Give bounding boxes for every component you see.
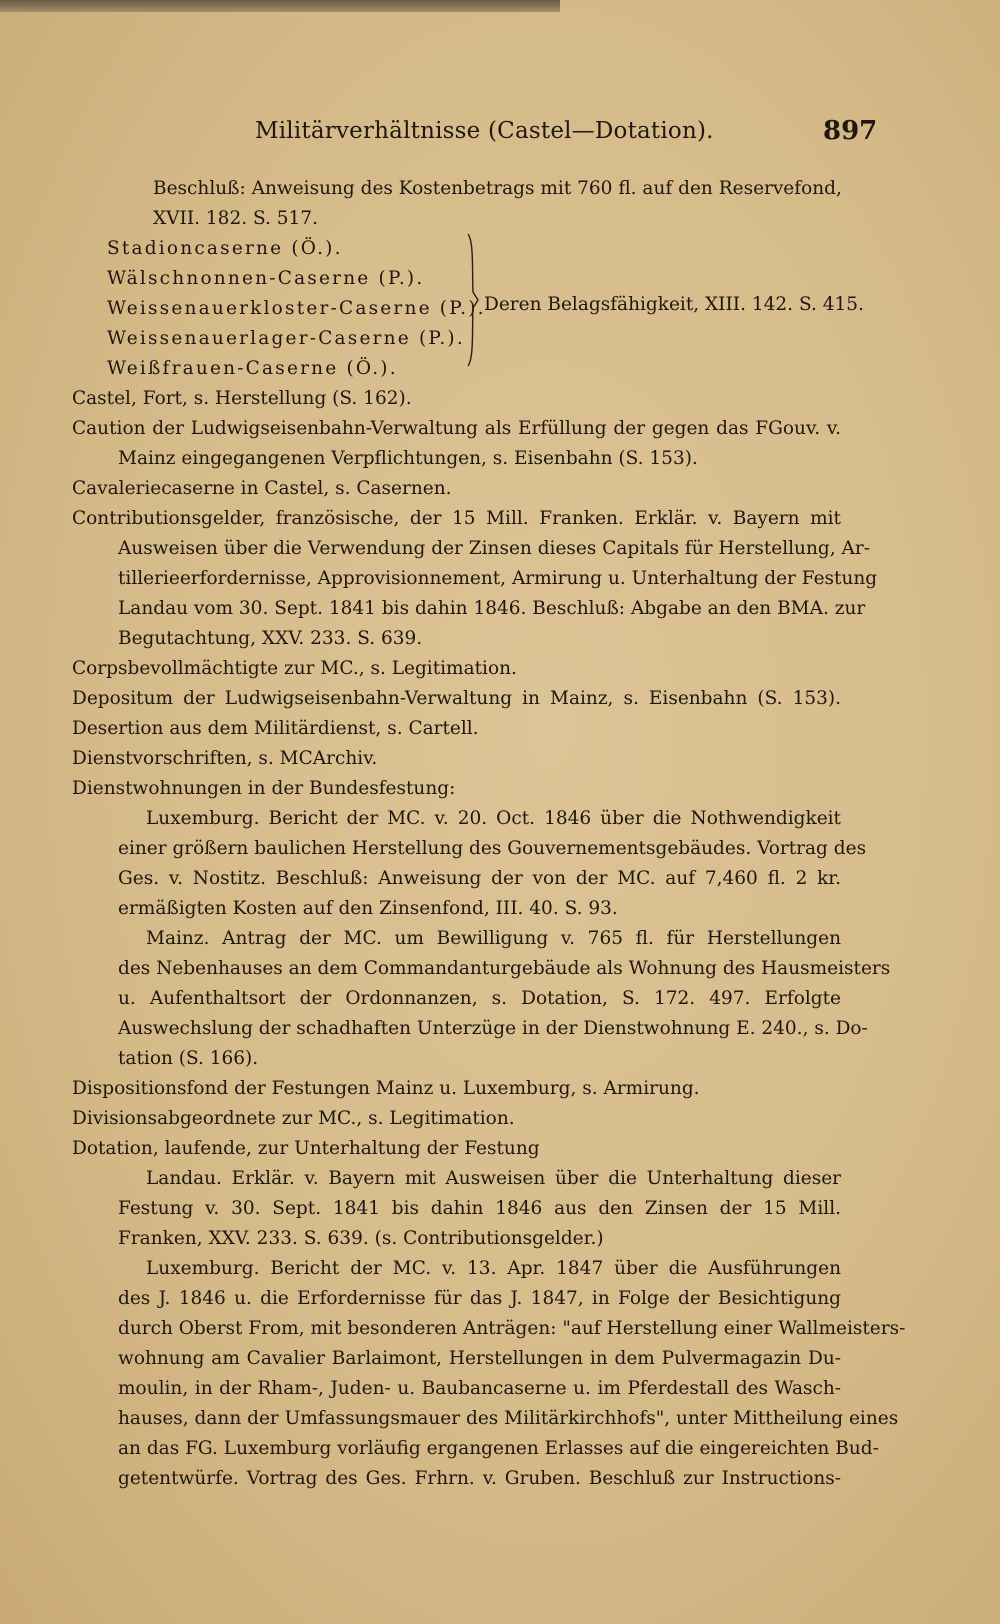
page-top-edge <box>0 0 560 12</box>
text-line: Ausweisen über die Verwendung der Zinsen dieses Capitals für Herstellung, Ar- <box>118 538 870 559</box>
sub-entry: Luxemburg. Bericht der MC. v. 13. Apr. 1847 über die Ausführungen <box>146 1258 841 1279</box>
text-line: des J. 1846 u. die Erfordernisse für das J. 1847, in Folge der Besichtigung <box>118 1288 841 1309</box>
entry-heading: Weißfrauen-Caserne (Ö.). <box>107 358 398 379</box>
page-header <box>0 112 1000 152</box>
index-entry: Caution der Ludwigseisenbahn-Verwaltung als Erfüllung der gegen das FGouv. v. <box>72 418 841 439</box>
text-line: einer größern baulichen Herstellung des Gouvernementsgebäudes. Vortrag des <box>118 838 867 859</box>
index-entry: Cavaleriecaserne in Castel, s. Casernen. <box>72 478 452 499</box>
text-line: durch Oberst From, mit besonderen Anträgen: "auf Herstellung einer Wallmeisters- <box>118 1318 906 1339</box>
index-entry: Dispositionsfond der Festungen Mainz u. Luxemburg, s. Armirung. <box>72 1078 700 1099</box>
text-line: an das FG. Luxemburg vorläufig ergangenen Erlasses auf die eingereichten Bud- <box>118 1438 879 1459</box>
text-line: Landau vom 30. Sept. 1841 bis dahin 1846. Beschluß: Abgabe an den BMA. zur <box>118 598 866 619</box>
text-line: Auswechslung der schadhaften Unterzüge in der Dienstwohnung E. 240., s. Do- <box>118 1018 868 1039</box>
text-line: des Nebenhauses an dem Commandanturgebäude als Wohnung des Hausmeisters <box>118 958 891 979</box>
text-line: ermäßigten Kosten auf den Zinsenfond, III. 40. S. 93. <box>118 898 618 919</box>
index-entry: Divisionsabgeordnete zur MC., s. Legitimation. <box>72 1108 515 1129</box>
text-line: tation (S. 166). <box>118 1048 259 1069</box>
brace-text: Deren Belagsfähigkeit, XIII. 142. S. 415. <box>484 294 864 315</box>
index-entry: Desertion aus dem Militärdienst, s. Cartell. <box>72 718 479 739</box>
index-entry: Corpsbevollmächtigte zur MC., s. Legitimation. <box>72 658 517 679</box>
running-title: Militärverhältnisse (Castel—Dotation). <box>255 118 714 144</box>
entry-heading: Weissenauerlager-Caserne (P.). <box>107 328 465 349</box>
page-number: 897 <box>823 116 878 146</box>
entry-heading: Wälschnonnen-Caserne (P.). <box>107 268 425 289</box>
entry-heading: Stadioncaserne (Ö.). <box>107 238 343 259</box>
text-line: tillerieerfordernisse, Approvisionnement, Armirung u. Unterhaltung der Festung <box>118 568 878 589</box>
sub-entry: Luxemburg. Bericht der MC. v. 20. Oct. 1846 über die Nothwendigkeit <box>146 808 841 829</box>
entry-heading: Weissenauerkloster-Caserne (P.). <box>107 298 486 319</box>
text-line: hauses, dann der Umfassungsmauer des Militärkirchhofs", unter Mittheilung eines <box>118 1408 899 1429</box>
text-line: moulin, in der Rham-, Juden- u. Baubancaserne u. im Pferdestall des Wasch- <box>118 1378 841 1399</box>
index-entry: Depositum der Ludwigseisenbahn-Verwaltung in Mainz, s. Eisenbahn (S. 153). <box>72 688 841 709</box>
text-line: getentwürfe. Vortrag des Ges. Frhrn. v. Gruben. Beschluß zur Instructions- <box>118 1468 841 1489</box>
text-line: u. Aufenthaltsort der Ordonnanzen, s. Dotation, S. 172. 497. Erfolgte <box>118 988 841 1009</box>
text-line: Beschluß: Anweisung des Kostenbetrags mit 760 fl. auf den Reservefond, <box>153 178 842 199</box>
brace-mark <box>466 232 480 368</box>
sub-entry: Landau. Erklär. v. Bayern mit Ausweisen über die Unterhaltung dieser <box>146 1168 841 1189</box>
index-entry: Contributionsgelder, französische, der 15 Mill. Franken. Erklär. v. Bayern mit <box>72 508 841 529</box>
text-line: XVII. 182. S. 517. <box>153 208 318 229</box>
index-entry: Dienstwohnungen in der Bundesfestung: <box>72 778 456 799</box>
index-entry: Castel, Fort, s. Herstellung (S. 162). <box>72 388 412 409</box>
text-line: wohnung am Cavalier Barlaimont, Herstellungen in dem Pulvermagazin Du- <box>118 1348 841 1369</box>
text-line: Ges. v. Nostitz. Beschluß: Anweisung der von der MC. auf 7,460 fl. 2 kr. <box>118 868 841 889</box>
text-line: Mainz eingegangenen Verpflichtungen, s. Eisenbahn (S. 153). <box>118 448 698 469</box>
sub-entry: Mainz. Antrag der MC. um Bewilligung v. 765 fl. für Herstellungen <box>146 928 841 949</box>
index-entry: Dotation, laufende, zur Unterhaltung der Festung <box>72 1138 540 1159</box>
index-entry: Dienstvorschriften, s. MCArchiv. <box>72 748 378 769</box>
text-line: Begutachtung, XXV. 233. S. 639. <box>118 628 423 649</box>
text-line: Franken, XXV. 233. S. 639. (s. Contributionsgelder.) <box>118 1228 604 1249</box>
text-line: Festung v. 30. Sept. 1841 bis dahin 1846 aus den Zinsen der 15 Mill. <box>118 1198 841 1219</box>
